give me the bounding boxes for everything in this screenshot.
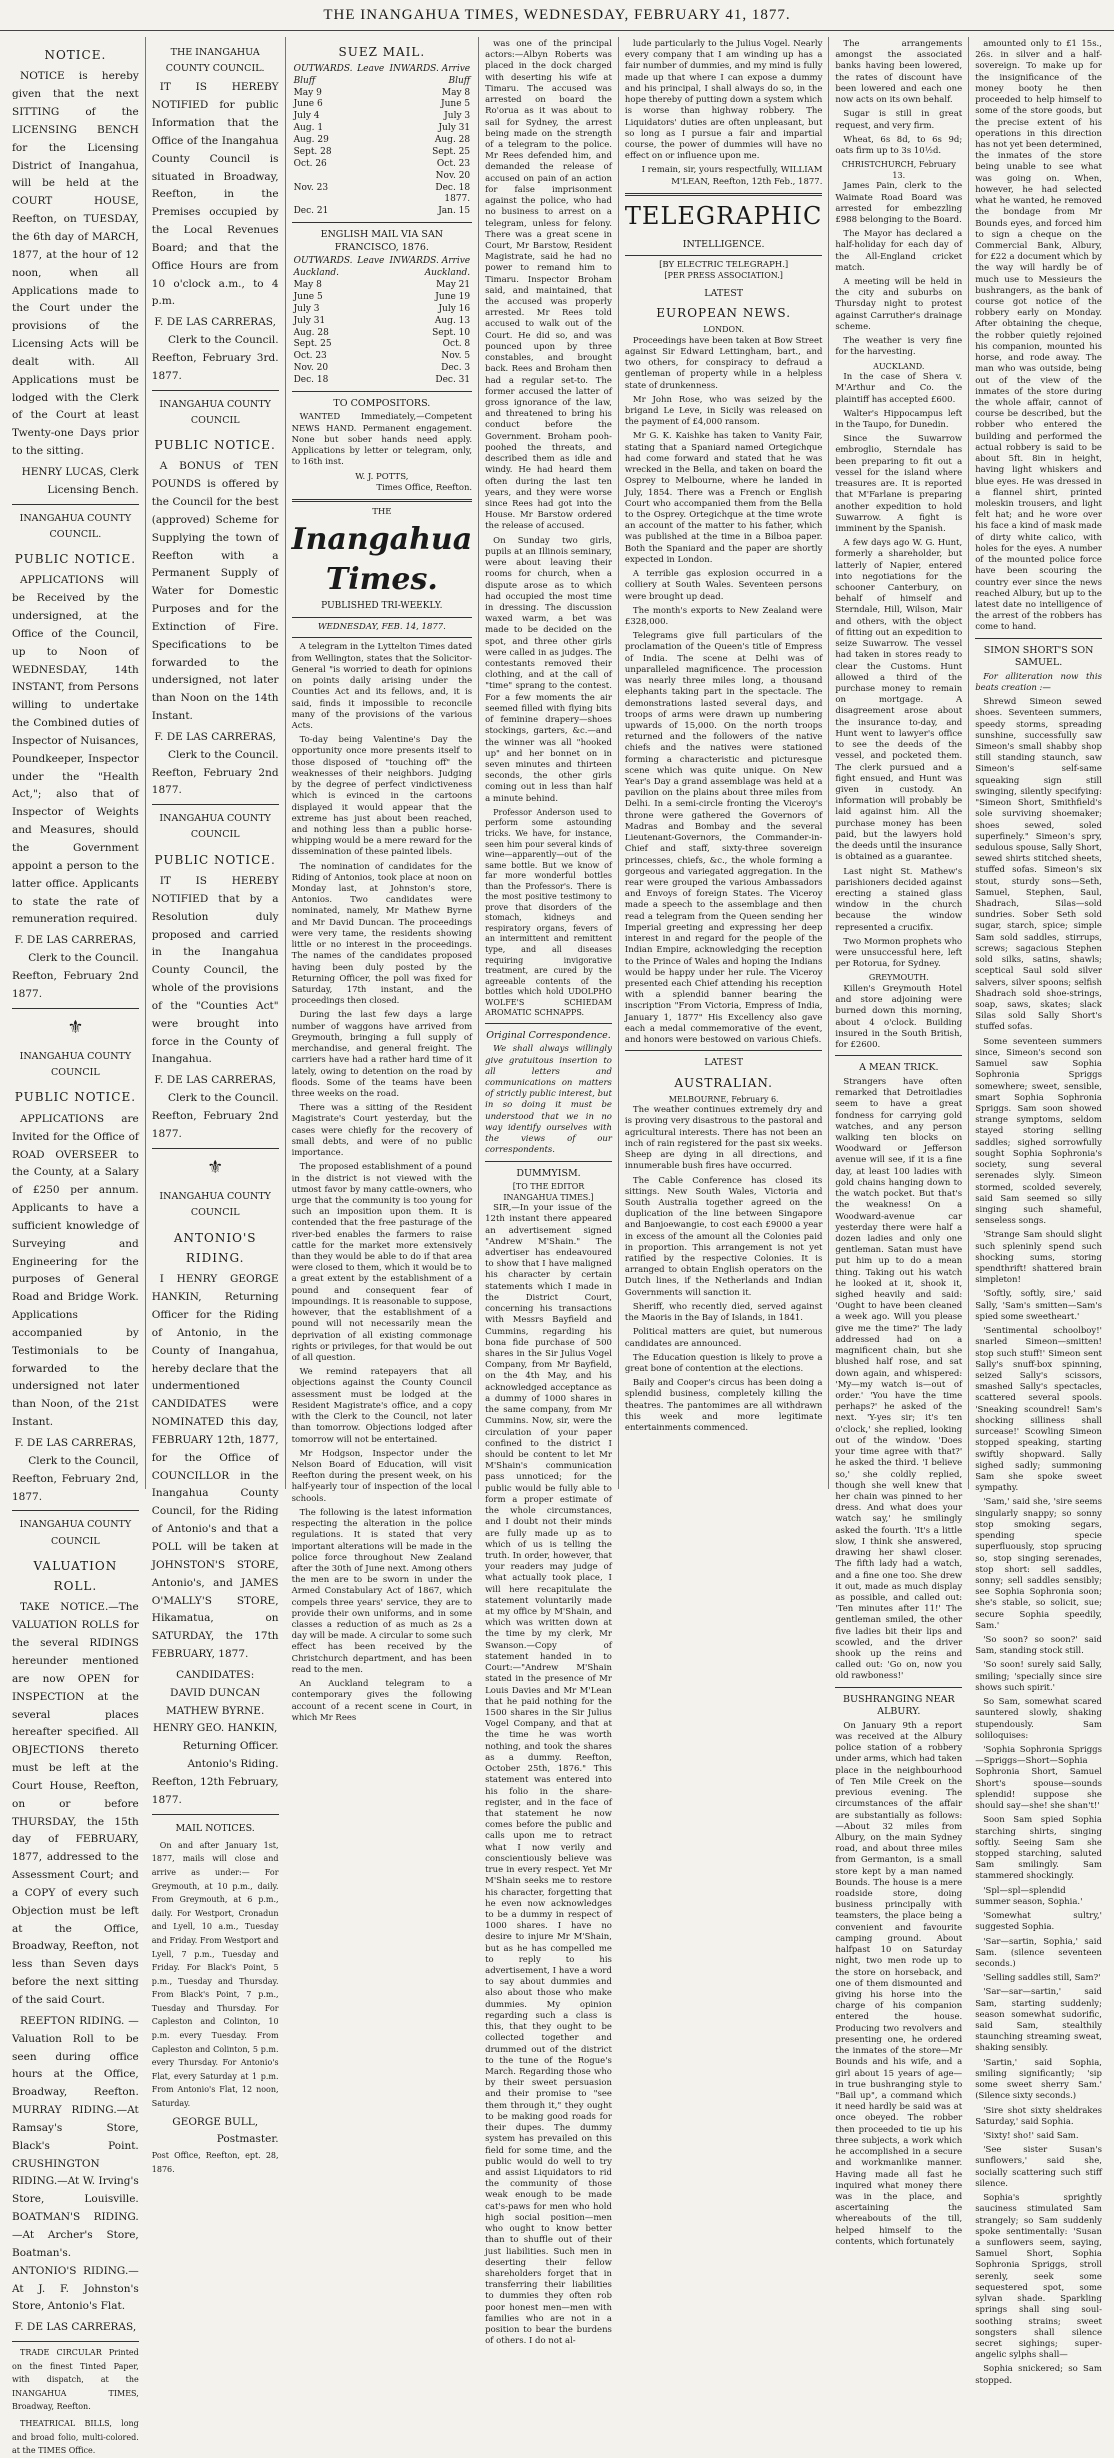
table-cell: June 5 xyxy=(441,99,471,110)
table-cell: July 3 xyxy=(293,303,320,314)
table-cell: July 31 xyxy=(293,315,326,326)
story-paragraph: 'Strange Sam should slight such spleninly spend such shocking sums, storing spendthrift! shattered brain simpleton! xyxy=(975,1230,1102,1286)
news-item: Proceedings have been taken at Bow Street against Sir Edward Lettingham, bart., and two others, for conspiracy to defraud a gentleman of property while in a helpless state of drunkenness. xyxy=(624,335,823,391)
postmaster-title: Postmaster. xyxy=(216,2133,279,2146)
news-item: The Cable Conference has closed its sittings. New South Wales, Victoria and South Australia together agreed on the duplication of the line between Singapore and Banjoewangie, to cost each £9000 a year in excess of the amount all the Colonies paid in proportion. This arrangement is not yet ratified by the respective Colonies. It is arranged to obtain English operators on the Dutch lines, if the Netherlands and Indian Governments will sanction it. xyxy=(624,1175,823,1298)
divider xyxy=(835,1055,962,1056)
public-notice-title: PUBLIC NOTICE. xyxy=(14,551,137,566)
compositors-office: Times Office, Reefton. xyxy=(376,482,473,493)
story-paragraph: 'Selling saddles still, Sam?' xyxy=(983,1973,1101,1984)
table-cell: June 5 xyxy=(293,291,323,302)
table-cell: June 19 xyxy=(435,291,471,302)
article-paragraph: A telegram in the Lyttelton Times dated from Wellington, states that the Solicitor-General "is worried to death for opinions on points daily arising under the Counties Act and its fellows, and, it is said, finds it impossible to reconcile many of the provisions of the various Acts. xyxy=(291,642,473,731)
dateline-london: LONDON. xyxy=(703,325,745,335)
table-row xyxy=(292,328,473,340)
column-1 xyxy=(6,37,146,2456)
table-row xyxy=(292,111,473,123)
telegraph-byline: [BY ELECTRIC TELEGRAPH.] xyxy=(659,260,789,271)
table-cell: Nov. 20 xyxy=(293,363,329,374)
table-cell: July 4 xyxy=(293,111,320,122)
story-paragraph: Some seventeen summers since, Simeon's second son Samuel saw Sophia Sophronia Spriggs somewhere; sweet, sensible, smart Sophia Sophronia Spriggs. Sam soon showed strange symptoms, seldom stayed storing selling saddles; sighed sorrowfully sought Sophia Sophronia's society, sung several serenades slyly. Simeon stormed, scolded severely, said Sam seemed so silly singing such shameful, senseless songs. xyxy=(975,1036,1102,1227)
divider xyxy=(152,1148,279,1149)
table-cell: Nov. 20 xyxy=(435,170,471,181)
notice-date: Reefton, February 2nd 1877. xyxy=(12,969,139,1000)
notice-date: Reefton, February 2nd 1877. xyxy=(151,766,279,797)
council-heading: INANGAHUA COUNTY COUNCIL. xyxy=(19,512,132,540)
divider xyxy=(152,390,279,391)
table-row xyxy=(292,123,473,135)
notice-signature: F. DE LAS CARRERAS, xyxy=(154,316,276,329)
table-row xyxy=(292,206,473,218)
public-notice-title: PUBLIC NOTICE. xyxy=(154,852,276,867)
table-row xyxy=(292,135,473,147)
article-paragraph: The following is the latest information respecting the alteration in the police regulations. It is stated that very important alterations will be made in the police force throughout New Zealand after the 30th of June next. Among others the men are to be sworn in under the Armed Constabulary Act of 1867, which compels three years' service, they are to provide their own uniforms, and in some classes a reduction of as much as 2s a day will be made. A circular to some such effect has been received by the Christchurch department, and has been read to the men. xyxy=(291,1507,473,1675)
divider xyxy=(975,638,1102,639)
valuation-signature: F. DE LAS CARRERAS, xyxy=(14,2321,137,2334)
candidates-title: CANDIDATES: xyxy=(176,1668,255,1681)
table-cell: Sept. 25 xyxy=(293,339,332,350)
notice-signature: F. DE LAS CARRERAS, xyxy=(14,1437,137,1450)
table-row xyxy=(292,159,473,171)
table-cell: Aug. 29 xyxy=(293,135,329,146)
story-paragraph: 'Sire shot sixty sheldrakes Saturday,' said Sophia. xyxy=(975,2105,1102,2127)
ridings-list: REEFTON RIDING. — Valuation Roll to be seen during office hours at the Office, Broadway, Reefton. MURRAY RIDING.—At Ramsay's Store, Black's Point. CRUSHINGTON RIDING.—At W. Irving's Store, Louisville. BOATMAN'S RIDING.—At Archer's Store, Boatman's. ANTONIO'S RIDING.—At J. F. Johnston's Store, Antonio's Flat. xyxy=(12,2014,139,2313)
table-cell: Dec. 3 xyxy=(441,363,471,374)
table-cell: Oct. 23 xyxy=(293,351,327,362)
story-paragraph: 'Sixty! sho!' said Sam. xyxy=(983,2131,1079,2141)
story-paragraph: 'Somewhat sultry,' suggested Sophia. xyxy=(975,1911,1102,1933)
column-3 xyxy=(286,37,480,1723)
table-cell: Sept. 28 xyxy=(293,146,332,157)
postmaster-signature: GEORGE BULL, xyxy=(172,2115,259,2128)
story-paragraph: Sophia's sprightly sauciness stimulated Sam strangely; so Sam suddenly spoke sentimentally: 'Susan a sunflowers seem, saying, Samuel Short, Sophia Sophronia Spriggs, stroll serenly, seek some sequestered spot, some sylvan shade. Sparkling springs shall sing soul-soothing strains; sweet songsters shall silence secret sighings; super-angelic sylphs shall— xyxy=(975,2193,1102,2361)
news-item: Mr John Rose, who was seized by the brigand Le Leve, in Sicily was released on the payment of £4,000 ransom. xyxy=(624,394,823,428)
table-row xyxy=(292,183,473,195)
article-paragraph: The nomination of candidates for the Riding of Antonios, took place at noon on Monday last, at Johnston's store, Antonios. Two candidates were nominated, namely, Mr Mathew Byrne and Mr David Duncan. The proceedings were very tame, the residents showing little or no interest in the proceedings. The names of the candidates proposed having been duly posted by the Returning Officer, the poll was fixed for Saturday, 17th instant, and the proceedings then closed. xyxy=(291,861,473,1007)
european-news-title: EUROPEAN NEWS. xyxy=(656,306,792,321)
theatrical-bills-ad: THEATRICAL BILLS, long and broad folio, multi-colored. at the TIMES Office. xyxy=(12,2419,139,2456)
column-4 xyxy=(479,37,619,2347)
divider xyxy=(835,1687,962,1688)
article-paragraph: During the last few days a large number of waggons have arrived from Greymouth, bringing a full supply of merchandise, and general freight. The carriers have had a rather hard time of it lately, owing to detention on the road by floods. Some of the teams have been three weeks on the road. xyxy=(291,1010,473,1099)
story-paragraph: Sophia snickered; so Sam stopped. xyxy=(975,2364,1102,2386)
table-header: INWARDS. Arrive Bluff xyxy=(389,63,471,86)
table-cell: May 8 xyxy=(441,87,471,98)
article-paragraph: An Auckland telegram to a contemporary gives the following account of a recent scene in Court, in which Mr Rees xyxy=(291,1679,473,1723)
licensing-notice: NOTICE is hereby given that the next SITTING of the LICENSING BENCH for the Licensing District of Inangahua, will be held at the COURT HOUSE, Reefton, on TUESDAY, the 6th day of MARCH, 1877, at the hour of 12 noon, when all Applications made to the Court under the provisions of the Licensing Acts will be dealt with. All Applications must be lodged with the Clerk of the Court at least Twenty-one Days prior to the sitting. xyxy=(12,70,139,458)
article-paragraph: The proposed establishment of a pound in the district is not viewed with the utmost favor by many cattle-owners, who urge that the community is too young for such an imposition upon them. It is contended that the free pasturage of the river-bed enables the farmers to raise cattle for the market more extensively than they would be able to do if that area were closed to them, which it would be to a great extent by the establishment of a pound and consequent fear of impoundings. It is reasonable to suppose, however, that the establishment of a pound will not necessarily mean the deprivation of all existing commonage rights or privileges, for that would be out of all question. xyxy=(291,1162,473,1364)
sf-mail-table xyxy=(292,256,473,387)
alliteration-intro: For alliteration now this beats creation :— xyxy=(975,671,1102,693)
column-6 xyxy=(829,37,969,2247)
correspondence-note: We shall always willingly give gratuitous insertion to all letters and communications on matters of strictly public interest, but in so doing it must be understood that we in no way identify ourselves with the views of our correspondents. xyxy=(485,1044,612,1156)
story-paragraph: 'So soon! surely said Sally, smiling; 'specially since sire shows such spirit.' xyxy=(975,1660,1102,1693)
trade-circular-ad: TRADE CIRCULAR Printed on the finest Tinted Paper, with dispatch, at the INANGAHUA TIMES, Broadway, Reefton. xyxy=(12,2348,139,2412)
table-cell: Aug. 13 xyxy=(434,315,471,326)
crest-icon: ⚜ xyxy=(67,1016,84,1038)
office-notice: IT IS HEREBY NOTIFIED for public Information that the Office of the Inangahua County Council is situated in Broadway, Reefton, in the Premises occupied by the Local Revenues Board; and that the Office Hours are from 10 o'clock a.m., to 4 p.m. xyxy=(151,81,279,308)
sf-mail-title: ENGLISH MAIL VIA SAN FRANCISCO, 1876. xyxy=(320,229,444,253)
news-item: James Pain, clerk to the Waimate Road Board was arrested for embezzling £988 belonging to the Board. xyxy=(835,181,963,225)
council-heading: INANGAHUA COUNTY COUNCIL xyxy=(159,1191,271,1219)
header-text: THE INANGAHUA TIMES, WEDNESDAY, FEBRUARY 41, 1877. xyxy=(323,6,791,23)
telegraphic-subtitle: INTELLIGENCE. xyxy=(682,238,765,250)
table-header: INWARDS. Arrive Auckland. xyxy=(389,256,471,279)
returning-officer-riding: Antonio's Riding. xyxy=(187,1758,279,1771)
licensing-signature: HENRY LUCAS, Clerk Licensing Bench. xyxy=(21,465,139,496)
council-heading: INANGAHUA COUNTY COUNCIL xyxy=(159,813,271,841)
news-item: Political matters are quiet, but numerous candidates are announced. xyxy=(624,1327,823,1349)
dummyism-to: [TO THE EDITOR INANGAHUA TIMES.] xyxy=(503,1182,594,1202)
table-cell: May 9 xyxy=(293,87,322,98)
table-cell xyxy=(292,171,387,183)
column-5 xyxy=(619,37,829,1489)
dateline-christchurch: CHRISTCHURCH, February 13. xyxy=(841,160,956,180)
bushranging-continuation: amounted only to £1 15s., 26s. in silver and a half-sovereign. To make up for the insignificance of the money booty he then proceeded to help himself to some of the store goods, but the precise extent of his operations in this direction has not yet been determined, the inmates of the store being unable to see what was going on. When, however, he had selected what he wanted, he removed the bondage from Mr Bounds eyes, and forced him to sign a cheque on the Commercial Bank, Albury, for £22 a document which by the way will hardly be of much use to Messieurs the bushrangers, as the bank of course got notice of the robbery early on Monday. After obtaining the cheque, the robber quietly rejoined his companion, mounted his horse, and rode away. The man who was outside, being out of the view of the inmates of the store during the whole affair, cannot of course be described, but the robber who entered the building and performed the actual robbery is said to be about 5ft. 8in in height, having light whiskers and blue eyes. He was dressed in a flannel shirt, printed moleskin trousers, and light felt hat; and he wore over his face a kind of mask made of dirty white calico, with holes for the eyes. A number of the mounted police force have been scouring the country ever since the news reached Albury, but up to the latest date no intelligence of the arrest of the robbers has come to hand. xyxy=(975,39,1102,633)
table-row xyxy=(292,351,473,363)
notice-date: Reefton, February 2nd, 1877. xyxy=(12,1472,139,1503)
dummyism-title: DUMMYISM. xyxy=(516,1167,581,1179)
table-cell: July 16 xyxy=(438,303,471,314)
notice-clerk: Clerk to the Council. xyxy=(168,748,279,761)
divider xyxy=(12,1008,139,1009)
riding-title: ANTONIO'S RIDING. xyxy=(173,1230,257,1265)
table-row xyxy=(292,363,473,375)
press-association: [PER PRESS ASSOCIATION.] xyxy=(664,271,783,281)
table-cell: Oct. 23 xyxy=(436,158,471,169)
divider xyxy=(625,193,822,196)
simon-short-title: SIMON SHORT'S SON SAMUEL. xyxy=(983,644,1094,669)
counties-act-notice: IT IS HEREBY NOTIFIED that by a Resolution duly proposed and carried in the Inangahua County Council, the whole of the provisions of the "Counties Act" were brought into force in the County of Inangahua. xyxy=(151,875,279,1066)
table-row xyxy=(292,339,473,351)
story-paragraph: 'Spl—spl—splendid summer season, Sophia.' xyxy=(975,1885,1083,1907)
notice-signature: F. DE LAS CARRERAS, xyxy=(154,1074,276,1087)
table-cell: Sept. 25 xyxy=(432,146,471,157)
article-paragraph: There was a sitting of the Resident Magistrate's Court yesterday, but the cases were chiefly for the recovery of small debts, and were of no public importance. xyxy=(291,1103,473,1159)
table-cell: June 6 xyxy=(293,99,323,110)
divider xyxy=(292,617,473,618)
suez-mail-table xyxy=(292,64,473,218)
notice-signature: F. DE LAS CARRERAS, xyxy=(14,934,137,947)
table-row xyxy=(292,88,473,100)
article-paragraph: On Sunday two girls, pupils at an Illinois seminary, were about leaving their rooms for church, when a dispute arose as to which had occupied the most time in dressing. The discussion waxed warm, a bet was made to be decided on the spot, and three other girls were called in as judges. The contestants removed their clothing, and at the call of "time" sprang to the contest. For a few moments the air seemed filled with flying bits of feminine drapery—shoes stockings, garters, &c.—and the winner was all "hooked up" and her bonnet on in seven minutes and thirteen seconds, the other girls coming out in less than half a minute behind. xyxy=(485,535,612,804)
news-item: Wheat, 6s 8d, to 6s 9d; oats firm up to 3s 10½d. xyxy=(835,134,963,156)
returning-officer-title: Returning Officer. xyxy=(182,1740,279,1753)
divider xyxy=(485,1023,612,1024)
table-row xyxy=(292,99,473,111)
table-cell: 1877. xyxy=(444,194,471,205)
mean-trick-title: A MEAN TRICK. xyxy=(859,1062,939,1074)
table-cell: Nov. 5 xyxy=(441,351,471,362)
table-cell: Dec. 18 xyxy=(293,375,329,386)
news-item: The weather continues extremely dry and is proving very disastrous to the pastoral and agricultural interests. There has not been an inch of rain registered for the past six weeks. Sheep are dying in all directions, and innumerable bush fires have occurred. xyxy=(624,1105,823,1172)
table-header: OUTWARDS. Leave Bluff xyxy=(293,63,385,86)
story-paragraph: 'Sentimental schoolboy!' snarled Simeon—smitten! stop such stuff!' Simeon sent Sally's snuff-box spinning, seized Sally's scissors, smashed Sally's spectacles, scattered several spools. 'Sneaking scoundrel! Sam's shocking silliness shall surcease!' Scowling Simeon stopped speaking, starting swiftly shopward. Sally sighed sadly; summoning Sam she spoke sweet sympathy. xyxy=(975,1326,1102,1494)
table-row xyxy=(292,304,473,316)
candidate-name: MATHEW BYRNE. xyxy=(166,1704,265,1717)
dateline-auckland: AUCKLAND. xyxy=(873,361,925,371)
dateline-greymouth: GREYMOUTH. xyxy=(868,973,929,983)
crest-icon: ⚜ xyxy=(207,1156,224,1178)
table-cell: Dec. 31 xyxy=(435,375,471,386)
story-paragraph: Soon Sam spied Sophia starching shirts, singing softly. Seeing Sam she stopped starching, saluted Sam smilingly. Sam stammered shockingly. xyxy=(975,1815,1102,1882)
divider xyxy=(485,1161,612,1162)
notice-date: Reefton, February 2nd 1877. xyxy=(151,1109,279,1140)
story-paragraph: 'Sophia Sophronia Spriggs—Spriggs—Short—Sophia Sophronia Short, Samuel Short's spouse—sounds splendid! suppose she should say—she! she shan't!' xyxy=(975,1745,1102,1812)
notice-signature: F. DE LAS CARRERAS, xyxy=(154,730,276,743)
valuation-title: VALUATION ROLL. xyxy=(33,1558,118,1594)
table-cell: Jan. 15 xyxy=(438,206,471,217)
divider xyxy=(292,222,473,223)
table-row xyxy=(292,280,473,292)
mail-schedule: On and after January 1st, 1877, mails will close and arrive as under:— For Greymouth, at 10 p.m., daily. From Greymouth, at 6 p.m., daily. For Westport, Cronadun and Lyell, 10 a.m., Tuesday and Friday. From Westport and Lyell, 7 p.m., Tuesday and Friday. For Black's Point, 5 p.m., Tuesday and Thursday. From Black's Point, 7 p.m., Tuesday and Thursday. For Capleston and Colinton, 10 p.m. every Tuesday. From Capleston and Colinton, 5 p.m. every Thursday. For Antonio's Flat, every Saturday at 1 p.m. From Antonio's Flat, 12 noon, Saturday. xyxy=(151,1840,279,2109)
public-notice-title: PUBLIC NOTICE. xyxy=(154,437,276,452)
news-item: Telegrams give full particulars of the proclamation of the Queen's title of Empress of India. The scene at Delhi was of unparalleled magnificence. The procession was nearly three miles long, a thousand elephants taking part in the spectacle. The demonstrations lasted several days, and troops of arms were drawn up numbering upwards of 15,000. On the north troops returned and the followers of the native chiefs and the natives were stationed forming a characteristic and picturesque scene which was quite unique. On New Year's Day a grand assemblage was held at a pavilion on the plains about three miles from Delhi. In a semi-circle fronting the Viceroy's throne were gathered the Governors of Madras and Bombay and the several Lieutenant-Governors, the Commander-in-Chief and staff, sixty-three sovereign princesses, chiefs, &c., the whole forming a gorgeous and variegated aggregation. In the rear were grouped the various Ambassadors and Envoys of foreign States. The Viceroy made a speech to the assemblage and then read a telegram from the Queen sending her Imperial greeting and expressing her deep interest in and regard for the people of the Indian Empire, acknowledging the reception to the Prince of Wales and hoping the Indians would be happy under her rule. The Viceroy presented each Chief attending his reception with a splendid banner bearing the inscription "From Victoria, Empress of India, January 1, 1877" His Excellency also gave each a medal commemorative of the event, and honors were bestowed on various Chiefs. xyxy=(624,631,823,1046)
dateline-melbourne: MELBOURNE, February 6. xyxy=(668,1094,779,1104)
compositors-signature: W. J. POTTS, xyxy=(355,471,409,482)
compositors-ad: WANTED Immediately,—Competent NEWS HAND. Permanent engagement. None but sober hands need apply. Applications by letter or telegram, only, to 16th inst. xyxy=(291,412,473,468)
table-cell: May 8 xyxy=(293,280,322,291)
notice-date: Reefton, 12th February, 1877. xyxy=(151,1775,279,1806)
column-2 xyxy=(146,37,286,2174)
mail-notices-title: MAIL NOTICES. xyxy=(175,1822,255,1834)
council-heading: INANGAHUA COUNTY COUNCIL xyxy=(19,1519,132,1547)
mean-trick-story: Strangers have often remarked that Detroitladies seem to have a great fondness for carrying gold watches, and any person walking ten blocks on Woodward or Jefferson avenue will see, if it is a fine day, at least 100 ladies with gold chains hanging down to the watch pocket. But that's the weakness! On a Woodward-avenue car yesterday there were half a dozen ladies and only one gentleman. Satan must have put him up to do a mean thing. Taking out his watch he looked at it, shook it, sighed heavily and said: 'Ought to have been cleaned a week ago. Will you please give me the time?' The lady addressed had on a magnificent chain, but she blushed half rose, and sat down again, and whispered: 'My—my watch is—out of order.' 'You have the time perhaps?' he asked of the next. 'Y-yes sir; it's ten o'clock,' she replied, looking out of the window. 'Does your time agree with that?' he asked the third. 'I believe so,' she coldly replied, though she well knew that her chain was pinned to her dress. And what does your watch say,' he smilingly asked the fourth. 'It's a little slow, I think she answered, drawing her shawl closer. The fifth lady had a watch, and a fine one too. She drew it out, made as much display as possible, and called out: 'Ten minutes after 11!' The gentleman smiled, the other five ladies bit their lips and scowled, and the driver shook up the reins and called out: 'Go on, now you old rawboness!' xyxy=(835,1076,963,1682)
table-cell: Aug. 28 xyxy=(434,135,471,146)
table-cell: Dec. 21 xyxy=(293,206,329,217)
tri-weekly-label: PUBLISHED TRI-WEEKLY. xyxy=(321,601,443,612)
table-row xyxy=(292,292,473,304)
story-paragraph: 'So soon? so soon?' said Sam, standing stock still. xyxy=(975,1635,1102,1657)
divider xyxy=(292,637,473,638)
news-item: The month's exports to New Zealand were £328,000. xyxy=(624,605,823,627)
news-item: The weather is very fine for the harvesting. xyxy=(835,336,963,358)
council-heading: THE INANGAHUA COUNTY COUNCIL. xyxy=(165,47,265,75)
dummyism-letter: SIR,—In your issue of the 12th instant there appeared an advertisement signed "Andrew M'Shain." The advertiser has endeavoured to show that I have maligned his character by certain statements which I made in the District Court, concerning his transactions with Messrs Bayfield and Cummins, regarding his bona fide purchase of 500 shares in the Sir Julius Vogel Company, from Mr Bayfield, on the 4th May, and his acknowledged acceptance as a dummy of 1000 shares in the same company, from Mr Cummins. Now, sir, were the circulation of your paper confined to the district I should be content to let Mr M'Shain's communication pass unnoticed; for the public would be fully able to form a proper estimate of the whole circumstances, and I doubt not their minds are fully made up as to which of us is telling the truth. In order, however, that your readers may judge of what actually took place, I will here recapitulate the statement voluntarily made at my office by M'Shain, and which was written down at the time by my clerk, Mr Swanson.—Copy of statement handed in to Court:—"Andrew M'Shain stated in the presence of Mr Louis Davies and Mr M'Lean that he paid nothing for the 1500 shares in the Sir Julius Vogel Company, and that at the time he was worth nothing, and took the shares as a dummy. Reefton, October 25th, 1876." This statement was entered into his folio in the share-register, and in the face of that statement he now comes before the public and calls upon me to retract what I now verily and conscientiously believe was true in every respect. Yet Mr M'Shain seeks me to restore his character, forgetting that he even now acknowledges to be a dummy in respect of 1000 shares. I have no desire to injure Mr M'Shain, but as he has compelled me to reply to his advertisement, I have a word to say about dummies and also about those who make dummies. My opinion regarding such a class is this, that they ought to be collected together and drummed out of the district to the tune of the Rogue's March. Regarding those who by their sweet persuasion and their promise to "see them through it," they ought to be making good roads for their dupes. The dummy system has prevailed on this field for some time, and the public would do well to try and assist Liquidators to rid the community of those weak enough to be made cat's-paws for men who hold high social position—men who ought to know better than to shuffle out of their just liabilities. Such men in deserting their fellow shareholders forget that in transferring their liabilities to dummies they often rob poor honest men—men with families who are not in a position to bear the burdens of others. I do not al- xyxy=(485,1203,612,2347)
notice-clerk: Clerk to the Council, xyxy=(28,1454,139,1467)
divider xyxy=(12,1510,139,1511)
story-paragraph: Shrewd Simeon sewed shoes. Seventeen summers, speedy storms, spreading sunshine, successfully saw Simeon's small shabby shop still standing staunch, saw Simeon's self-same squeaking sign still swinging, silently specifying: "Simeon Short, Smithfield's sole surviving shoemaker; shoes sewed, soled superfinely." Simeon's spry, sedulous spouse, Sally Short, sewed shirts stitched sheets, stuffed sofas. Simeon's six stout, sturdy sons—Seth, Samuel, Stephen, Saul, Shadrach, Silas—sold sundries. Sober Seth sold sugar, starch, spice; simple Sam sold saddles, stirrups, screws; sagacious Stephen sold silks, satins, shawls; sceptical Saul sold silver salvers, silver spoons; selfish Shadrach sold shoe-strings, soap, saws, skates; slack Silas sold Sally Short's stuffed sofas. xyxy=(975,697,1102,1033)
candidate-name: DAVID DUNCAN xyxy=(170,1686,261,1699)
notice-clerk: Clerk to the Council. xyxy=(168,1092,279,1105)
table-row xyxy=(292,194,473,206)
news-item: Killen's Greymouth Hotel and store adjoining were burned down this morning, about 4 o'clock. Building insured in the South British, for £2600. xyxy=(835,984,963,1051)
table-cell: Aug. 1 xyxy=(293,123,324,134)
correspondence-title: Original Correspondence. xyxy=(486,1029,611,1041)
table-row xyxy=(292,316,473,328)
article-paragraph: was one of the principal actors:—Albyn Roberts was placed in the dock charged with deserting his wife at Timaru. The accused was arrested on board the Ro'orua as it was about to sail for Sydney, the arrest being made on the strength of a telegram to the police. Mr Rees defended him, and demanded the release of accused on pain of an action for false imprisonment against the police, who had no business to arrest on a telegram, unless for felony. There was a great scene in Court, Mr Barstow, Resident Magistrate, said he had no power to remand him to Timaru. Inspector Broham said, and maintained, that the accused was properly arrested. Mr Rees told accused to walk out of the Court. He did so, and was pounced upon by three constables, and brought back. Rees and Broham then had a regular set-to. The former accused the latter of gross ignorance of the law, and threatened to bring his conduct before the Government. Broham pooh-poohed the threats, and described them as idle and windy. He had heard them often during the last ten years, and they were worse since Rees had got into the House. Mr Barstow ordered the release of accused. xyxy=(485,39,612,532)
table-header: OUTWARDS. Leave Auckland. xyxy=(293,256,385,279)
story-paragraph: 'Sartin,' said Sophia, smiling significantly; 'sip some sweet sherry Sam.' (Silence sixty seconds.) xyxy=(975,2057,1102,2102)
story-paragraph: 'Sam,' said she, 'sire seems singularly snappy; so sonny stop smoking segars, spending specie superfluously, stop sprucing so, stop singing serenades, stop short: sell saddles, sonny; sell saddles sensibly; see Sophia Sophronia soon; she's stable, so solicit, sue; secure Sophia speedily, Sam.' xyxy=(975,1497,1102,1631)
divider xyxy=(12,2341,139,2342)
public-notice-title: PUBLIC NOTICE. xyxy=(14,1090,137,1105)
news-item: The Mayor has declared a half-holiday for each day of the All-England cricket match. xyxy=(835,229,963,273)
news-item: Last night St. Mathew's parishioners decided against erecting a stained glass window in the church because the window represented a crucifix. xyxy=(835,866,963,933)
council-heading: INANGAHUA COUNTY COUNCIL xyxy=(159,398,271,426)
news-item: Two Mormon prophets who were unsuccessful here, left per Rotorua, for Sydney. xyxy=(835,936,963,970)
article-paragraph: We remind ratepayers that all objections against the County Council assessment must be lodged at the Resident Magistrate's office, and a copy with the Clerk to the Council, not later than tomorrow. Objections lodged after tomorrow will not be entertained. xyxy=(291,1367,473,1445)
latest-label: LATEST xyxy=(704,1057,744,1069)
water-bonus-notice: A BONUS of TEN POUNDS is offered by the Council for the best (approved) Scheme for Supplying the town of Reefton with a Permanent Supply of Water for Domestic Purposes and for the Extinction of Fire. Specifications to be forwarded to the undersigned, not later than Noon on the 14th Instant. xyxy=(151,460,279,723)
table-cell: Oct. 8 xyxy=(442,339,471,350)
news-item: Sheriff, who recently died, served against the Maoris in the Bay of Islands, in 1841. xyxy=(624,1301,823,1324)
latest-label: LATEST xyxy=(704,287,744,299)
notice-clerk: Clerk to the Council. xyxy=(168,334,279,347)
story-paragraph: 'See sister Susan's sunflowers,' said she, socially scattering such stiff silence. xyxy=(975,2145,1102,2189)
news-item: Sugar is still in great request, and very firm. xyxy=(835,109,963,131)
table-row xyxy=(292,171,473,183)
telegraphic-title: TELEGRAPHIC xyxy=(624,201,823,230)
valuation-notice: TAKE NOTICE.—The VALUATION ROLLS for the several RIDINGS hereunder mentioned are now OPEN for INSPECTION at the several places hereafter specified. All OBJECTIONS thereto must be left at the Court House, Reefton, on or before THURSDAY, the 15th day of FEBRUARY, 1877, addressed to the Assessment Court; and a COPY of every such Objection must be left at the Office, Broadway, Reefton, not less than Seven days before the next sitting of the said Court. xyxy=(12,1601,139,2007)
notice-title: NOTICE. xyxy=(44,48,107,62)
table-cell: July 31 xyxy=(438,123,471,134)
columns xyxy=(0,31,1114,2456)
council-heading: INANGAHUA COUNTY COUNCIL xyxy=(19,1051,132,1079)
masthead: Inangahua Times. xyxy=(291,522,473,597)
letter-signature: I remain, sir, yours respectfully, WILLIAM M'LEAN, Reefton, 12th Feb., 1877. xyxy=(641,165,823,187)
divider xyxy=(625,255,822,256)
letter-continuation: lude particularly to the Julius Vogel. Nearly every company that I am winding up has a fair number of dummies, and my mind is fully made up that where I can expose a dummy and his principal, I shall always do so, in the hope thereby of putting down a system which is worse than highway robbery. The Liquidators' duties are often unpleasant, but so long as I pursue a fair and impartial course, the power of dummies will have no effect on or influence upon me. xyxy=(624,39,823,162)
divider xyxy=(12,504,139,505)
newspaper-header xyxy=(0,0,1114,31)
column-7 xyxy=(969,37,1108,2386)
article-paragraph: To-day being Valentine's Day the opportunity once more presents itself to those disposed of "touching off" the weaknesses of their neighbors. Judging by the degree of perfect vindictiveness which is evinced in the cartoons displayed it would appear that the extreme has just about been reached, and nothing less than a public horse-whipping would be a mere reward for the dissemination of these painted libels. xyxy=(291,735,473,858)
table-cell xyxy=(292,194,387,206)
table-cell: Oct. 26 xyxy=(293,158,327,169)
road-overseer-notice: APPLICATIONS are Invited for the Office of ROAD OVERSEER to the County, at a Salary of £250 per annum. Applicants to have a sufficient knowledge of Surveying and Engineering for the purposes of General Road and Bridge Work. Applications accompanied by Testimonials to be forwarded to the undersigned not later than Noon, of the 21st Instant. xyxy=(12,1112,139,1429)
story-paragraph: 'Sar—sar—sartin,' said Sam, starting suddenly; season somewhat sudorific, said Sam, stealthily staunching streaming sweat, shaking sensibly. xyxy=(975,1987,1102,2054)
divider xyxy=(292,499,473,502)
table-cell: May 21 xyxy=(436,280,471,291)
table-cell: Nov. 23 xyxy=(293,182,329,193)
notice-clerk: Clerk to the Council. xyxy=(28,952,139,965)
masthead-the: THE xyxy=(372,506,392,517)
divider xyxy=(292,391,473,392)
story-paragraph: So Sam, somewhat scared sauntered slowly, shaking stupendously. Sam soliloquises: xyxy=(975,1697,1102,1741)
table-row xyxy=(292,147,473,159)
notice-date: Reefton, February 3rd. 1877. xyxy=(151,351,279,382)
bushranging-title: BUSHRANGING NEAR ALBURY. xyxy=(842,1693,955,1718)
table-cell: July 3 xyxy=(444,111,471,122)
news-item: The arrangements amongst the associated banks having been lowered, the rates of discount have been lowered and each one now acts on its own behalf. xyxy=(835,39,963,106)
story-paragraph: 'Sar—sartin, Sophia,' said Sam. (silence seventeen seconds.) xyxy=(975,1936,1102,1969)
table-cell: Aug. 28 xyxy=(293,327,329,338)
news-item: Walter's Hippocampus left in the Taupo, for Dunedin. xyxy=(835,408,963,430)
news-item: A terrible gas explosion occurred in a colliery at South Wales. Seventeen persons were brought up dead. xyxy=(624,569,823,602)
suez-mail-title: SUEZ MAIL. xyxy=(338,45,426,59)
table-cell: Dec. 18 xyxy=(435,182,471,193)
story-paragraph: 'Softly, softly, sire,' said Sally, 'Sam's smitten—Sam's spied some sweetheart.' xyxy=(975,1289,1102,1322)
news-item: The Education question is likely to prove a great bone of contention at the elections. xyxy=(624,1352,823,1374)
postmaster-date: Post Office, Reefton, ept. 28, 1876. xyxy=(151,2151,279,2174)
nomination-notice: I HENRY GEORGE HANKIN, Returning Officer for the Riding of Antonio, in the County of Inangahua, hereby declare that the undermentioned CANDIDATES were NOMINATED this day, FEBRUARY 12th, 1877, for the Office of COUNCILLOR in the Inangahua County Council, for the Riding of Antonio's and that a POLL will be taken at JOHNSTON'S STORE, Antonio's, and JAMES O'MALLY'S STORE, Hikamatua, on SATURDAY, the 17th FEBRUARY, 1877. xyxy=(151,1273,279,1661)
news-item: Baily and Cooper's circus has been doing a splendid business, completely killing the theatres. The pantomimes are all withdrawn this week and more legitimate entertainments commenced. xyxy=(624,1378,823,1434)
schnapps-ad: Professor Anderson used to perform some astounding tricks. We have, for instance, seen him pour several kinds of wine—apparently—out of the same bottle. But we know of far more wonderful bottles than the Professor's. There is the most positive testimony to prove that disorders of the stomach, kidneys and respiratory organs, fevers of an intermittent and remittent type, and all diseases requiring invigorative treatment, are cured by the agreeable contents of the bottles which hold UDOLPHO WOLFE'S SCHIEDAM AROMATIC SCHNAPPS. xyxy=(485,807,612,1018)
article-paragraph: Mr Hodgson, Inspector under the Nelson Board of Education, will visit Reefton during the present week, on his half-yearly tour of inspection of the local schools. xyxy=(291,1448,473,1504)
news-item: In the case of Shera v. M'Arthur and Co. the plaintiff has accepted £600. xyxy=(835,372,963,405)
divider xyxy=(152,1814,279,1815)
news-item: A meeting will be held in the city and suburbs on Thursday night to protest against Carruther's drainage scheme. xyxy=(835,277,963,332)
inspector-notice: APPLICATIONS will be Received by the undersigned, at the Office of the Council, up to Noon of WEDNESDAY, 14th INSTANT, from Persons willing to undertake the Combined duties of Inspector of Nuisances, Poundkeeper, Inspector under the "Health Act,"; also that of Inspector of Weights and Measures, should the Government appoint a person to the latter office. Applicants to state the rate of remuneration required. xyxy=(12,574,139,926)
table-cell: Sept. 10 xyxy=(432,327,471,338)
divider xyxy=(625,1050,822,1051)
dateline: WEDNESDAY, FEB. 14, 1877. xyxy=(317,622,446,633)
australian-title: AUSTRALIAN. xyxy=(674,1075,773,1090)
divider xyxy=(152,804,279,805)
compositors-title: TO COMPOSITORS. xyxy=(333,397,431,409)
bushranging-story: On January 9th a report was received at the Albury police station of a robbery under arms, which had taken place in the neighbourhood of Ten Mile Creek on the previous evening. The circumstances of the affair are substantially as follows:—About 32 miles from Albury, on the main Sydney road, and about three miles from Germanton, is a small store kept by a man named Bounds. The house is a mere roadside store, doing business principally with teamsters, the place being a convenient and favourite camping ground. About halfpast 10 on Saturday night, two men rode up to the store on horseback, and one of them dismounted and giving his horse into the charge of his companion entered the house. Producing two revolvers and presenting one, he ordered the inmates of the store—Mr Bounds and his wife, and a girl about 15 years of age—in true bushranging style to "Bail up", a command which it need hardly be said was at once obeyed. The robber then proceeded to tie up his three subjects, a work which he accomplished in a secure and workmanlike manner. Having made all fast he inquired what money there was in the place, and ascertaining the whereabouts of the till, helped himself to the contents, which fortunately xyxy=(835,1720,963,2247)
news-item: Mr G. K. Kaishke has taken to Vanity Fair, stating that a Spaniard named Ortegichque had come forward and stated that he was wrecked in the Bella, and taken on board the Osprey to Melbourne, where he landed in July, 1854. There was a French or English Court who accompanied them from the Bella to the Osprey. Ortegichque at the time wrote an account of the matter to his father, which was published at the time in a Bilboa paper. Both the Spaniard and the paper are shortly expected in London. xyxy=(624,431,823,565)
news-item: A few days ago W. G. Hunt, formerly a shareholder, but latterly of Napier, entered into negotiations for the schooner Canterbury, on behalf of himself and Sterndale, Hill, Wilson, Mair and others, with the object of fitting out an expedition to seize Suwarrow. The vessel had taken in stores ready to clear the Customs. Hunt allowed a third of the purchase money to remain on mortgage. A disagreement arose about the insurance to-day, and Hunt went to lawyer's office to see the deeds of the vessel, and pocketed them. The clerk pursued and a fight ensued, and Hunt was given in custody. An information will probably be laid against him. All the purchase money has been paid, but the lawyers hold the deeds until the insurance is obtained as a guarantee. xyxy=(835,538,963,863)
news-item: Since the Suwarrow embroglio, Sterndale has been preparing to fit out a vessel for the island where treasures are. It is reported that M'Farlane is preparing another expedition to hold Suwarrow. A fight is imminent by the Spanish. xyxy=(835,434,963,534)
table-row xyxy=(292,375,473,387)
returning-officer-signature: HENRY GEO. HANKIN, xyxy=(152,1722,278,1735)
